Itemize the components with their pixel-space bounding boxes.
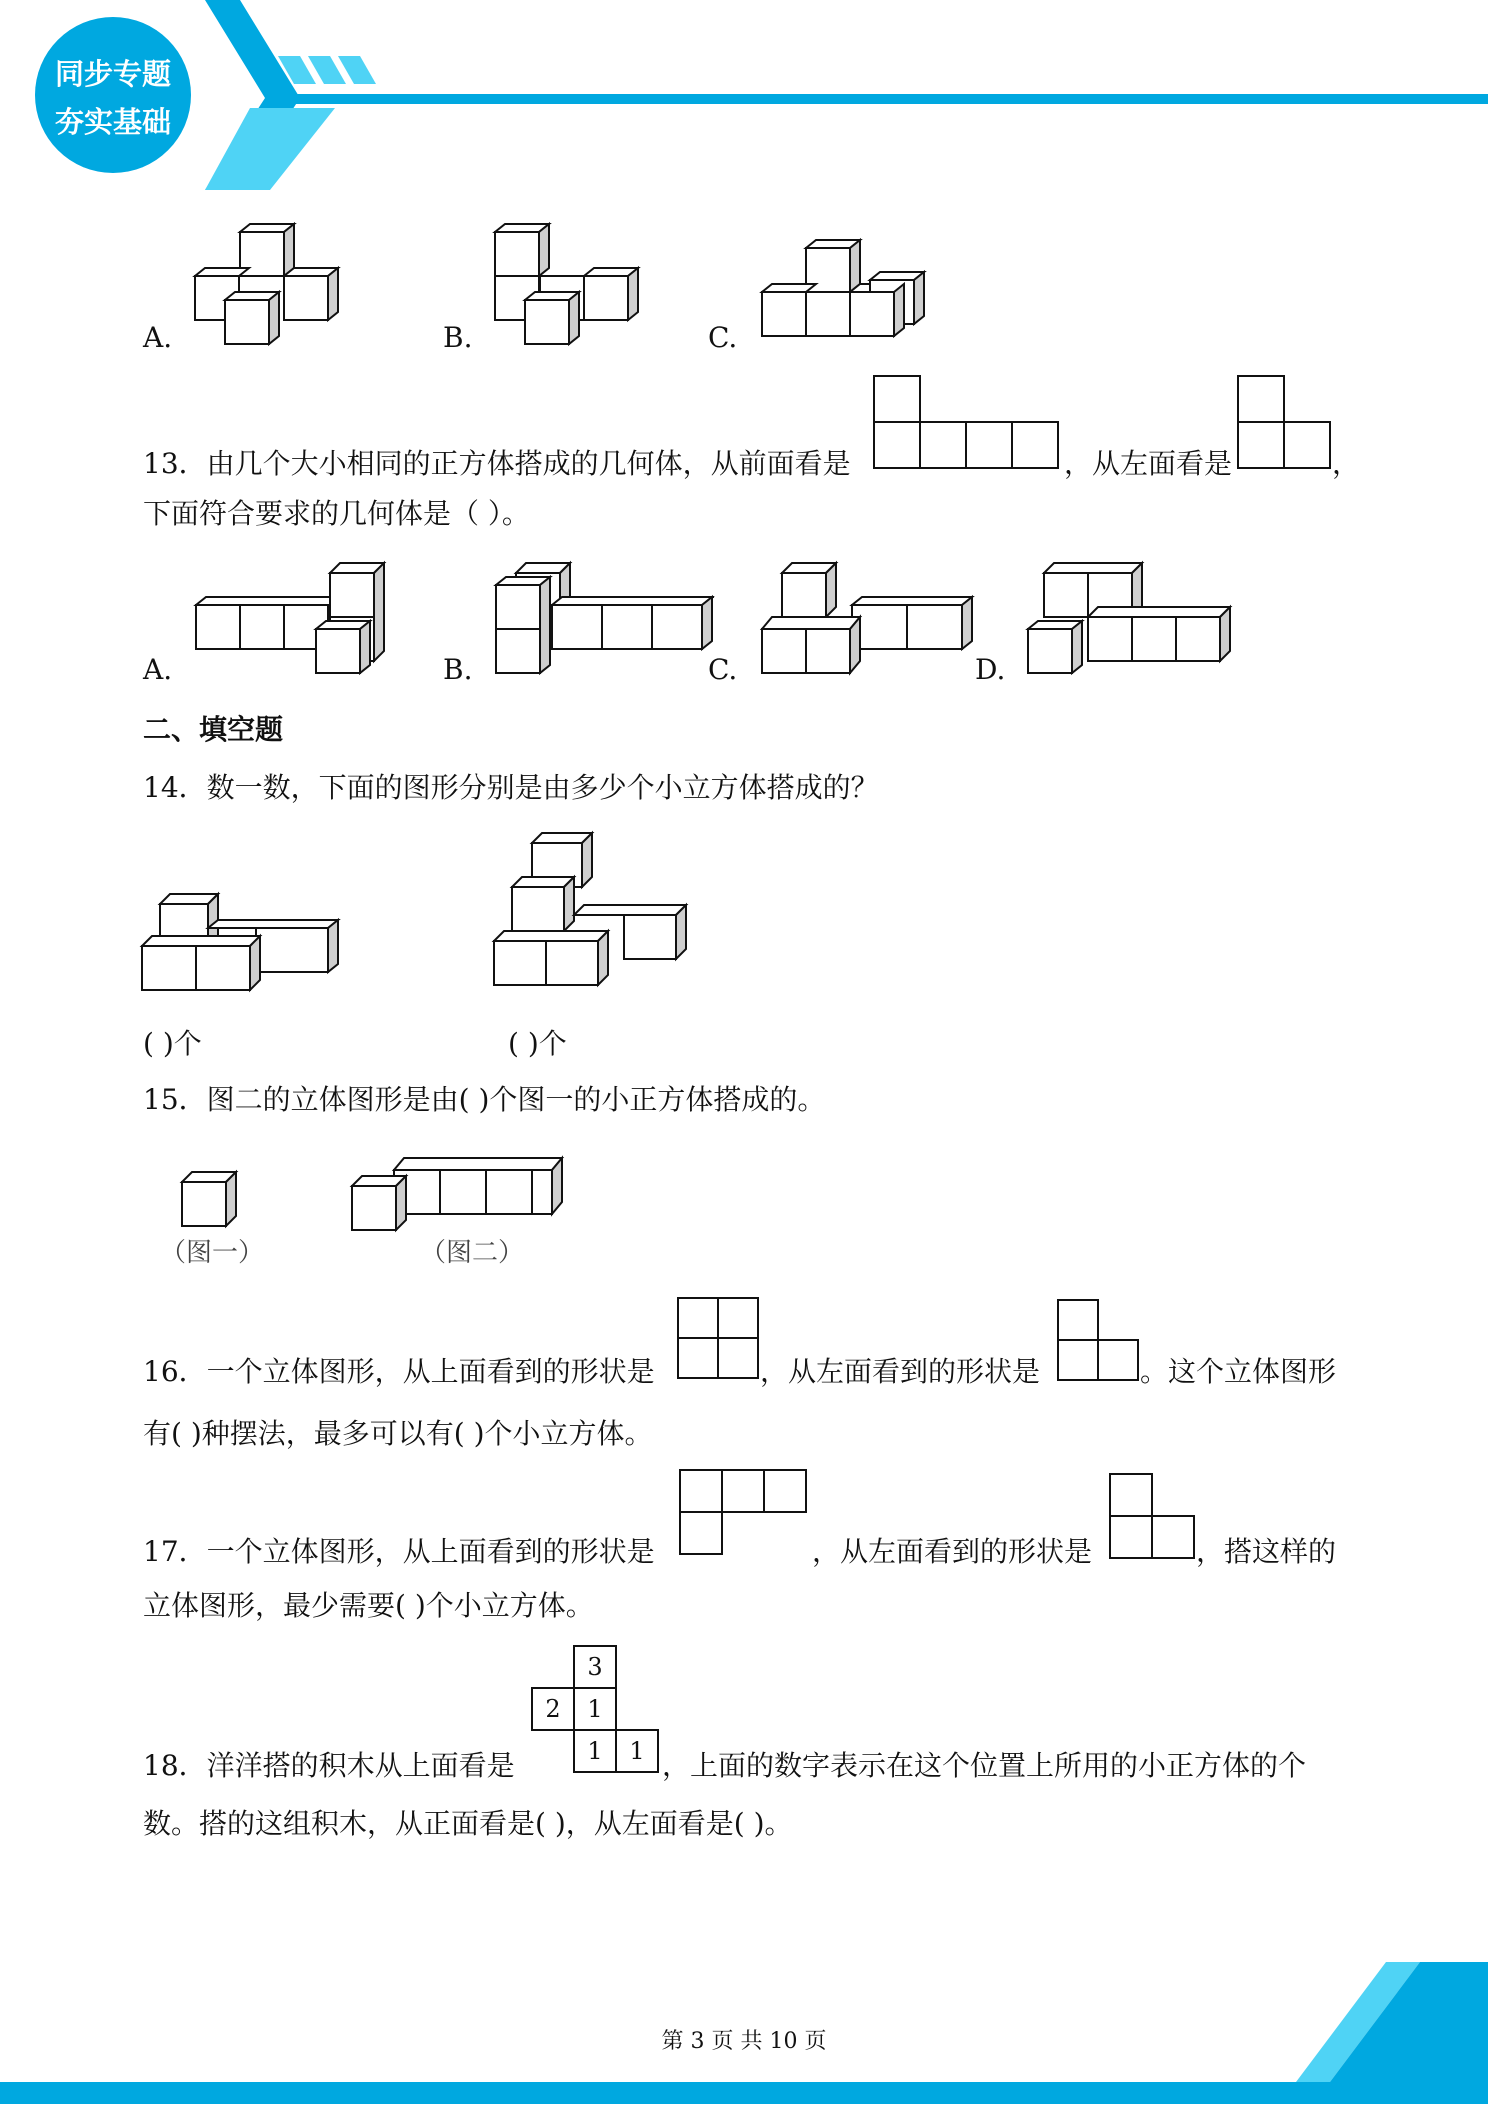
- q13-figure-a: [192, 555, 402, 685]
- q18-grid-cell: 3: [587, 1653, 603, 1681]
- q17-text-part1: 17．一个立体图形，从上面看到的形状是: [143, 1535, 655, 1568]
- q12-figure-a: [190, 222, 350, 352]
- q13-front-view-grid: [872, 374, 1068, 474]
- q15-figure-2-caption: （图二）: [420, 1238, 525, 1268]
- q13-text-part2: ，从左面看是: [1064, 447, 1233, 480]
- q13-text-part3: ，: [1332, 447, 1361, 480]
- q15-figure-1-cube: [180, 1168, 250, 1228]
- q14-figure-1: [142, 880, 342, 1005]
- q13-option-b-label: B.: [443, 653, 473, 686]
- q17-left-view-grid: [1108, 1472, 1200, 1560]
- q16-top-view-grid: [676, 1296, 764, 1384]
- q13-figure-d: [1024, 555, 1244, 685]
- badge-line2: 夯实基础: [54, 105, 171, 139]
- header-decoration: [0, 0, 1488, 200]
- q18-grid-cell: 1: [587, 1737, 603, 1765]
- q18-grid-cell: 2: [545, 1695, 561, 1723]
- q13-figure-c: [758, 555, 978, 685]
- q18-grid-cell: 1: [629, 1737, 645, 1765]
- q15-figure-1-caption: （图一）: [160, 1238, 265, 1268]
- q12-option-c-label: C.: [708, 321, 738, 354]
- q16-text-part1: 16．一个立体图形，从上面看到的形状是: [143, 1355, 655, 1388]
- q14-text: 14．数一数，下面的图形分别是由多少个小立方体搭成的？: [143, 771, 879, 804]
- q13-option-c-label: C.: [708, 653, 738, 686]
- q13-left-view-grid: [1236, 374, 1336, 474]
- q13-option-d-label: D.: [975, 653, 1006, 686]
- q14-answer-blank-2[interactable]: ( )个: [508, 1027, 567, 1060]
- section-title-fill-in: 二、填空题: [143, 713, 284, 746]
- q17-text-part2: ，从左面看到的形状是: [812, 1535, 1093, 1568]
- q14-answer-blank-1[interactable]: ( )个: [143, 1027, 202, 1060]
- q14-figure-2: [492, 815, 692, 1005]
- footer-decoration: [0, 1958, 1488, 2104]
- q17-top-view-grid: [678, 1468, 812, 1560]
- q13-text-part1: 13．由几个大小相同的正方体搭成的几何体，从前面看是: [143, 447, 851, 480]
- q18-top-view-number-grid: [530, 1644, 670, 1774]
- q13-figure-b: [492, 555, 712, 685]
- q12-figure-b: [490, 222, 650, 352]
- page-number: 第 3 页 共 10 页: [661, 2029, 827, 2054]
- q12-option-a-label: A.: [143, 321, 173, 354]
- q13-text-line2: 下面符合要求的几何体是（ ）。: [143, 497, 530, 530]
- q12-figure-c: [758, 238, 938, 358]
- q16-left-view-grid: [1056, 1298, 1144, 1384]
- q16-text-part2: ，从左面看到的形状是: [760, 1355, 1041, 1388]
- q12-option-b-label: B.: [443, 321, 473, 354]
- badge-text: [35, 50, 191, 146]
- q17-text-line2: 立体图形，最少需要( )个小立方体。: [143, 1589, 594, 1622]
- q18-text-part2: ，上面的数字表示在这个位置上所用的小正方体的个: [662, 1749, 1307, 1782]
- q17-text-part3: ，搭这样的: [1196, 1535, 1337, 1568]
- q16-text-part3: 。这个立体图形: [1140, 1355, 1337, 1388]
- q13-option-a-label: A.: [143, 653, 173, 686]
- q18-text-line2: 数。搭的这组积木，从正面看是( )，从左面看是( )。: [143, 1807, 793, 1840]
- q18-text-part1: 18．洋洋搭的积木从上面看是: [143, 1749, 515, 1782]
- q15-figure-2-row: [350, 1152, 570, 1232]
- q18-grid-cell: 1: [587, 1695, 603, 1723]
- q15-text: 15．图二的立体图形是由( )个图一的小正方体搭成的。: [143, 1083, 826, 1116]
- badge-line1: 同步专题: [54, 57, 171, 91]
- q16-text-line2: 有( )种摆法，最多可以有( )个小立方体。: [143, 1417, 653, 1450]
